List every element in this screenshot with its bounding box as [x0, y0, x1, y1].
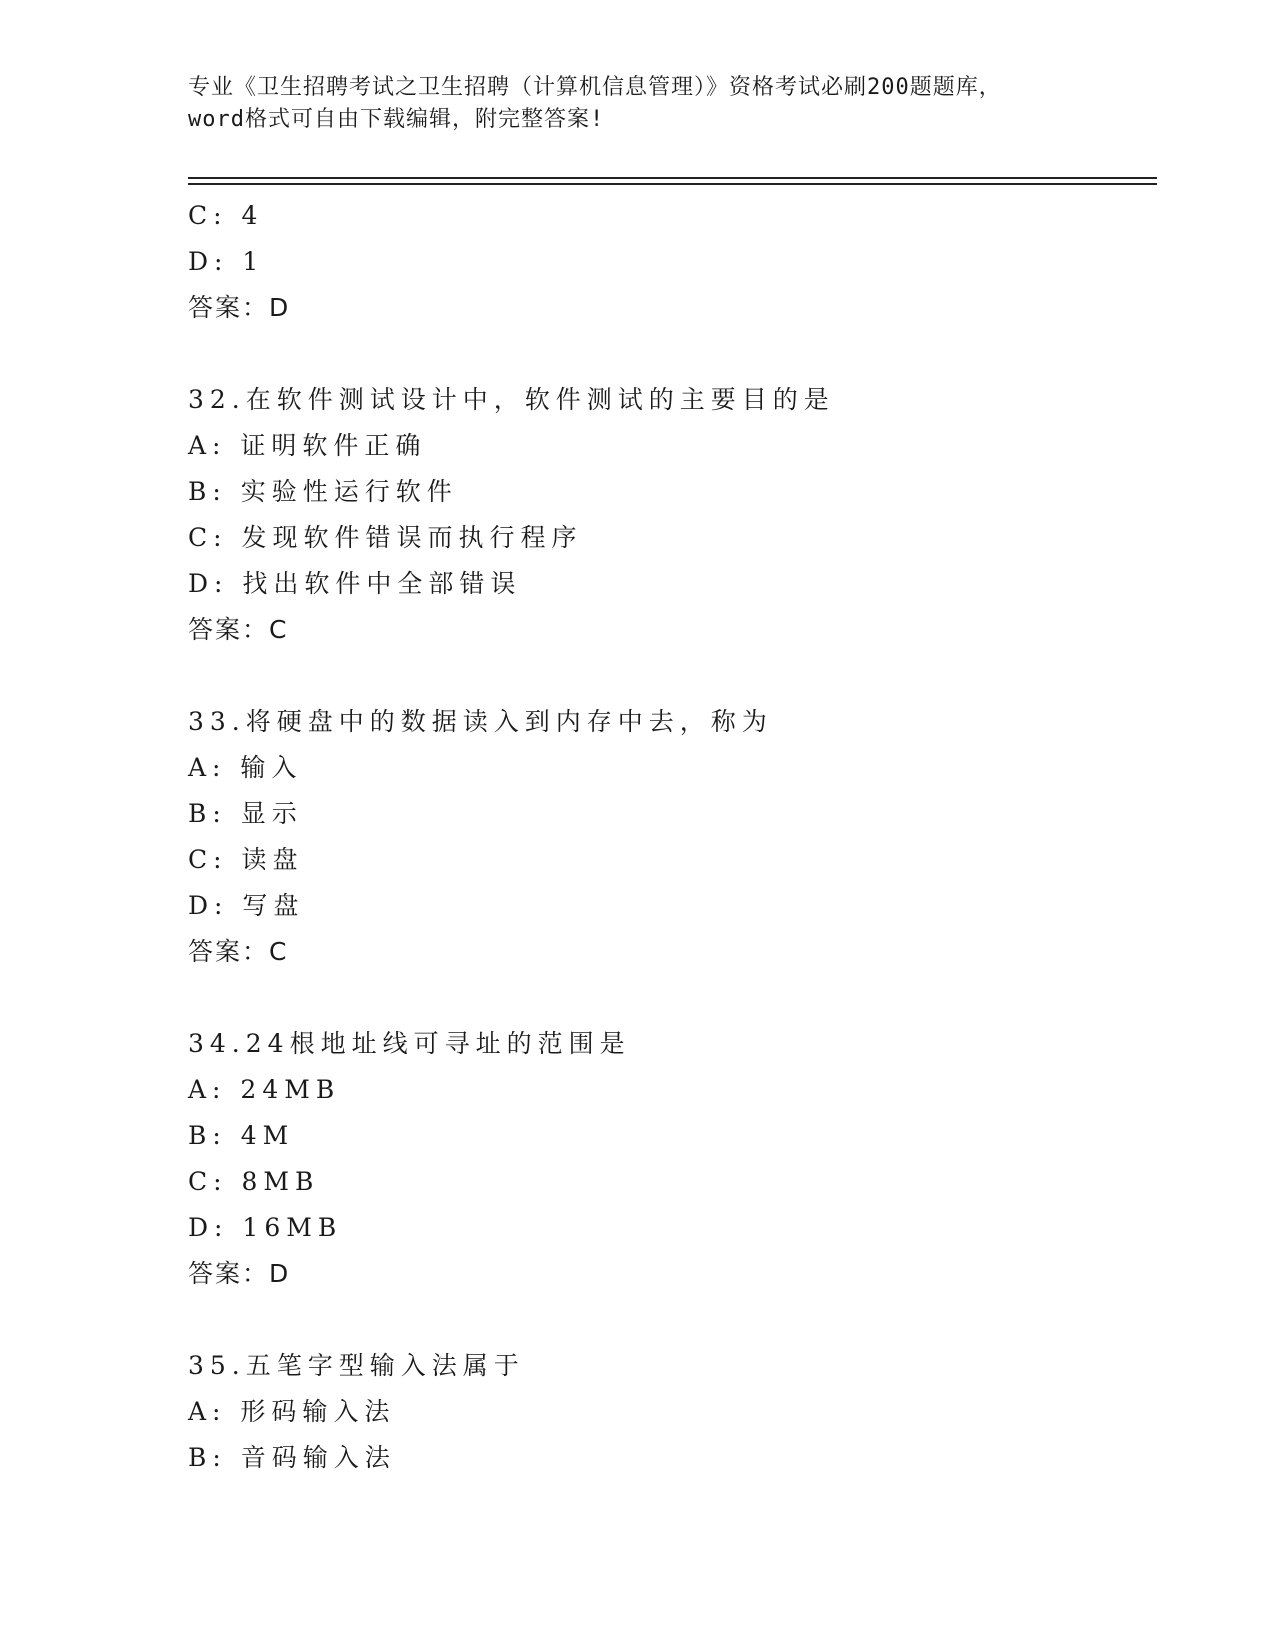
- document-header: [188, 72, 1088, 136]
- question-stem: 35.五笔字型输入法属于: [188, 1351, 525, 1380]
- answer-line: 答案：D: [188, 1259, 291, 1288]
- option-c: C: 发现软件错误而执行程序: [188, 523, 583, 552]
- answer-line: 答案：C: [188, 615, 289, 644]
- spacer: [188, 331, 1157, 377]
- header-divider-top: [188, 177, 1157, 179]
- option-b: B: 实验性运行软件: [188, 477, 458, 506]
- answer-line: 答案：D: [188, 293, 291, 322]
- question-list: [188, 193, 1157, 1481]
- option-c: C: 4: [188, 201, 264, 230]
- option-d: D: 写盘: [188, 891, 305, 920]
- answer-line: 答案：C: [188, 937, 289, 966]
- question-stem: 34.24根地址线可寻址的范围是: [188, 1029, 631, 1058]
- question-stem: 33.将硬盘中的数据读入到内存中去，称为: [188, 707, 773, 736]
- option-a: A: 24MB: [188, 1075, 341, 1104]
- option-d: D: 1: [188, 247, 265, 276]
- option-a: A: 输入: [188, 753, 303, 782]
- header-line-1: 专业《卫生招聘考试之卫生招聘（计算机信息管理）》资格考试必刷200题题库，: [188, 75, 1002, 100]
- spacer: [188, 1297, 1157, 1343]
- spacer: [188, 975, 1157, 1021]
- option-b: B: 4M: [188, 1121, 295, 1150]
- header-divider-bottom: [188, 183, 1157, 185]
- header-line-2: word格式可自由下载编辑，附完整答案!: [188, 107, 605, 132]
- option-b: B: 显示: [188, 799, 303, 828]
- option-b: B: 音码输入法: [188, 1443, 396, 1472]
- option-a: A: 证明软件正确: [188, 431, 427, 460]
- option-a: A: 形码输入法: [188, 1397, 396, 1426]
- option-c: C: 8MB: [188, 1167, 320, 1196]
- option-c: C: 读盘: [188, 845, 304, 874]
- option-d: D: 找出软件中全部错误: [188, 569, 522, 598]
- spacer: [188, 653, 1157, 699]
- option-d: D: 16MB: [188, 1213, 343, 1242]
- question-stem: 32.在软件测试设计中，软件测试的主要目的是: [188, 385, 835, 414]
